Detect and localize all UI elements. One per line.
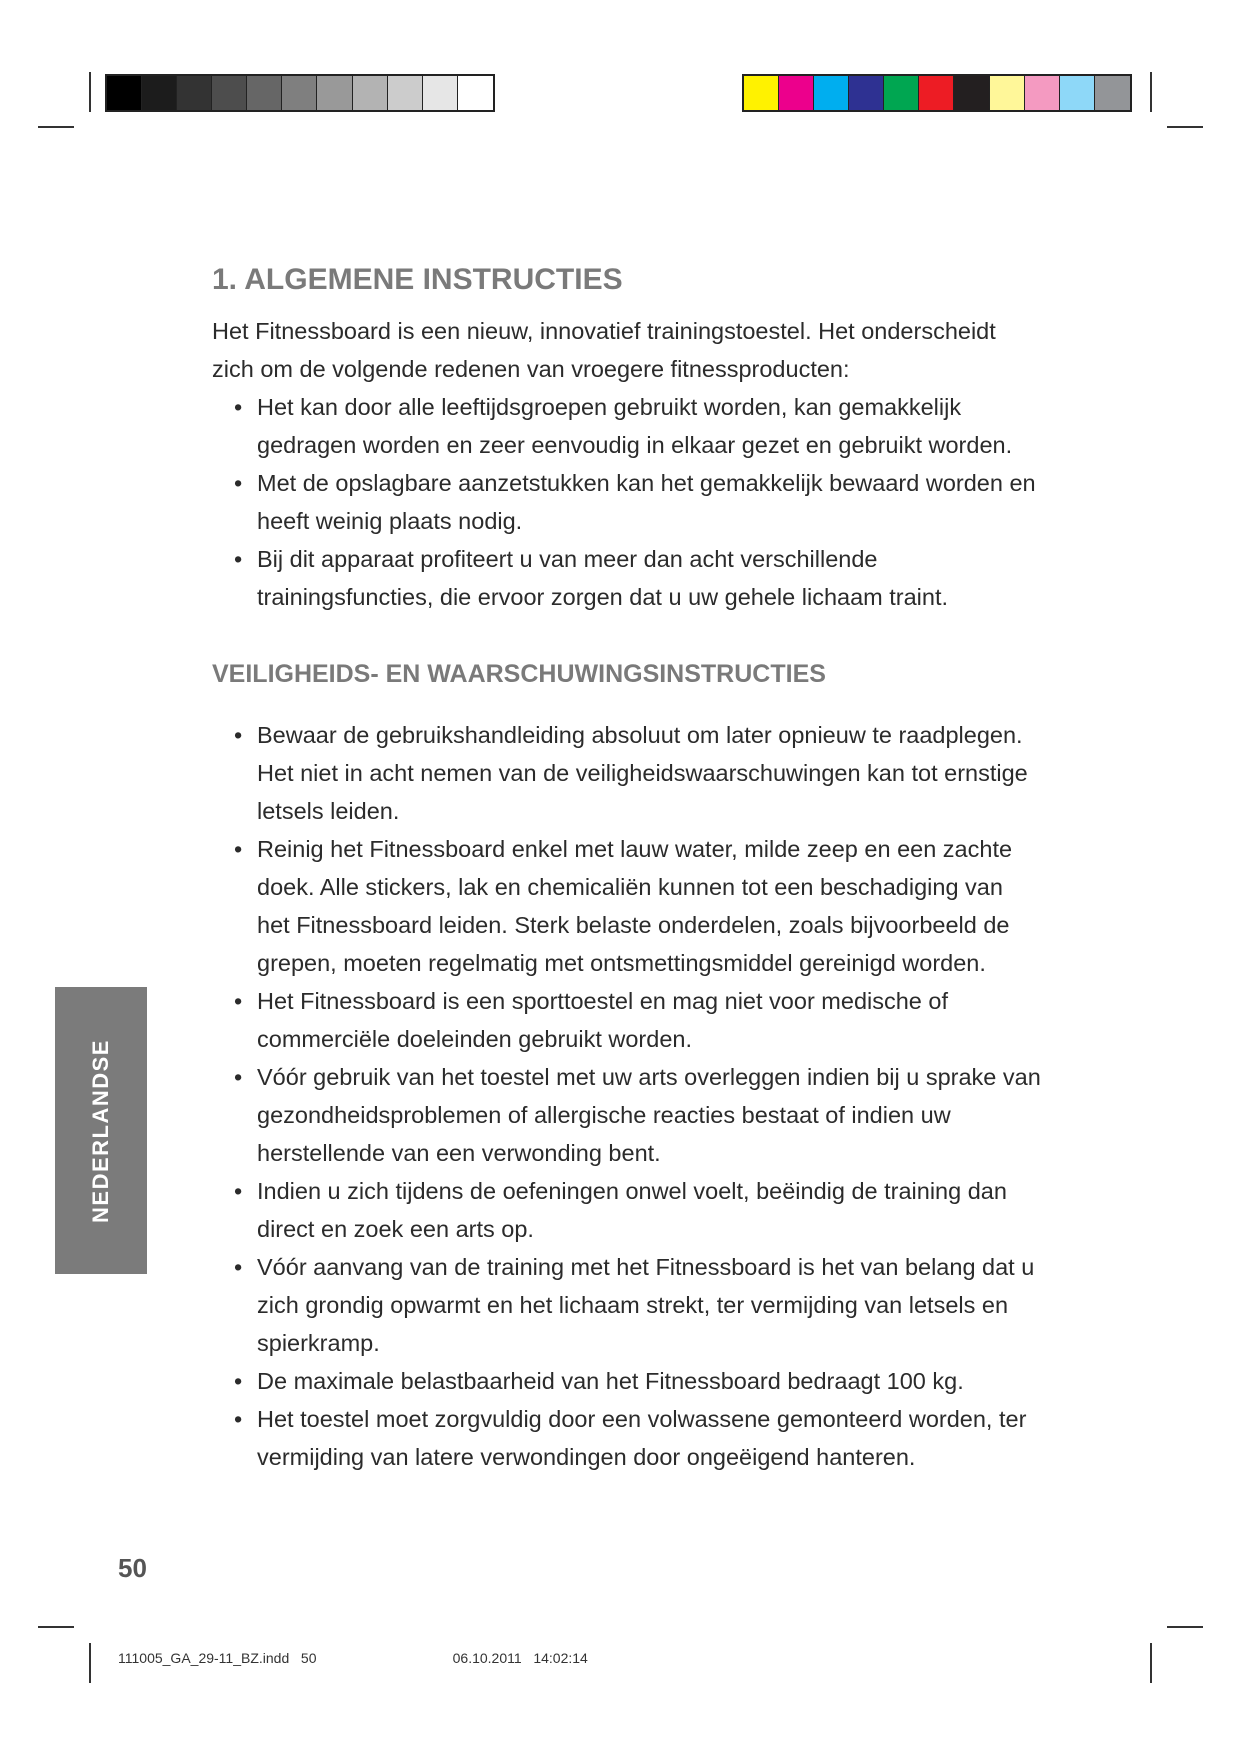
- crop-mark-top-right-vertical: [1150, 72, 1152, 112]
- list-item: • Met de opslagbare aanzetstukken kan het gemakkelijk bewaard worden en heeft weinig plaats nodig.: [212, 464, 1042, 540]
- general-instructions-list: [212, 388, 1042, 616]
- grayscale-swatch: [107, 76, 142, 110]
- grayscale-swatch: [388, 76, 423, 110]
- side-tab-label: NEDERLANDSE: [88, 1038, 113, 1223]
- language-side-tab: [55, 987, 147, 1274]
- color-calibration-strip: [742, 74, 1132, 112]
- color-swatch: [954, 76, 989, 110]
- bullet-icon: •: [234, 1254, 243, 1280]
- grayscale-calibration-strip: [105, 74, 495, 112]
- grayscale-swatch: [142, 76, 177, 110]
- color-swatch: [744, 76, 779, 110]
- list-item: • Het toestel moet zorgvuldig door een volwassene gemonteerd worden, ter vermijding van latere verwondingen door ongeëigend hanteren.: [212, 1400, 1042, 1476]
- section-title-general-instructions: 1. ALGEMENE INSTRUCTIES: [212, 263, 623, 296]
- bullet-icon: •: [234, 1368, 243, 1394]
- print-slug-line: 111005_GA_29-11_BZ.indd 50 06.10.2011 14:02:14: [118, 1650, 588, 1666]
- grayscale-swatch: [458, 76, 493, 110]
- list-item: • Vóór gebruik van het toestel met uw arts overleggen indien bij u sprake van gezondheidsproblemen of allergische reacties bestaat of indien uw herstellende van een verwonding bent.: [212, 1058, 1042, 1172]
- grayscale-swatch: [177, 76, 212, 110]
- crop-mark-bottom-right-horizontal: [1167, 1626, 1203, 1628]
- bullet-icon: •: [234, 1406, 243, 1432]
- color-swatch: [990, 76, 1025, 110]
- page-number: 50: [118, 1553, 147, 1583]
- bullet-icon: •: [234, 1178, 243, 1204]
- color-swatch: [919, 76, 954, 110]
- list-item: • Het kan door alle leeftijdsgroepen gebruikt worden, kan gemakkelijk gedragen worden en zeer eenvoudig in elkaar gezet en gebruikt worden.: [212, 388, 1042, 464]
- list-item: • Het Fitnessboard is een sporttoestel en mag niet voor medische of commerciële doeleinden gebruikt worden.: [212, 982, 1042, 1058]
- bullet-icon: •: [234, 1064, 243, 1090]
- grayscale-swatch: [353, 76, 388, 110]
- list-item: • Bewaar de gebruikshandleiding absoluut om later opnieuw te raadplegen. Het niet in acht nemen van de veiligheidswaarschuwingen kan tot ernstige letsels leiden.: [212, 716, 1042, 830]
- bullet-icon: •: [234, 722, 243, 748]
- color-swatch: [1060, 76, 1095, 110]
- bullet-icon: •: [234, 394, 243, 420]
- main-content: [212, 258, 1042, 1476]
- grayscale-swatch: [212, 76, 247, 110]
- bullet-icon: •: [234, 470, 243, 496]
- grayscale-swatch: [282, 76, 317, 110]
- crop-mark-bottom-left-horizontal: [38, 1626, 74, 1628]
- crop-mark-top-right-horizontal: [1167, 126, 1203, 128]
- list-item: • Bij dit apparaat profiteert u van meer dan acht verschillende trainingsfuncties, die ervoor zorgen dat u uw gehele lichaam traint.: [212, 540, 1042, 616]
- color-swatch: [779, 76, 814, 110]
- color-swatch: [849, 76, 884, 110]
- color-swatch: [814, 76, 849, 110]
- bullet-icon: •: [234, 836, 243, 862]
- list-item: • Vóór aanvang van de training met het Fitnessboard is het van belang dat u zich grondig opwarmt en het lichaam strekt, ter vermijding van letsels en spierkramp.: [212, 1248, 1042, 1362]
- safety-warnings-list: [212, 716, 1042, 1476]
- crop-mark-top-left-horizontal: [38, 126, 74, 128]
- bullet-icon: •: [234, 546, 243, 572]
- intro-paragraph: Het Fitnessboard is een nieuw, innovatief trainingstoestel. Het onderscheidt zich om de volgende redenen van vroegere fitnessproducten:: [212, 318, 996, 382]
- color-swatch: [1095, 76, 1130, 110]
- color-swatch: [884, 76, 919, 110]
- color-swatch: [1025, 76, 1060, 110]
- crop-mark-top-left-vertical: [89, 72, 91, 112]
- list-item: • Indien u zich tijdens de oefeningen onwel voelt, beëindig de training dan direct en zoek een arts op.: [212, 1172, 1042, 1248]
- crop-mark-bottom-left-vertical: [89, 1643, 91, 1683]
- section-title-safety-warnings: VEILIGHEIDS- EN WAARSCHUWINGSINSTRUCTIES: [212, 660, 826, 688]
- grayscale-swatch: [423, 76, 458, 110]
- bullet-icon: •: [234, 988, 243, 1014]
- grayscale-swatch: [317, 76, 352, 110]
- crop-mark-bottom-right-vertical: [1150, 1643, 1152, 1683]
- grayscale-swatch: [247, 76, 282, 110]
- list-item: • De maximale belastbaarheid van het Fitnessboard bedraagt 100 kg.: [212, 1362, 1042, 1400]
- list-item: • Reinig het Fitnessboard enkel met lauw water, milde zeep en een zachte doek. Alle stickers, lak en chemicaliën kunnen tot een beschadiging van het Fitnessboard leiden. Sterk belaste onderdelen, zoals bijvoorbeeld de grepen, moeten regelmatig met ontsmettingsmiddel gereinigd worden.: [212, 830, 1042, 982]
